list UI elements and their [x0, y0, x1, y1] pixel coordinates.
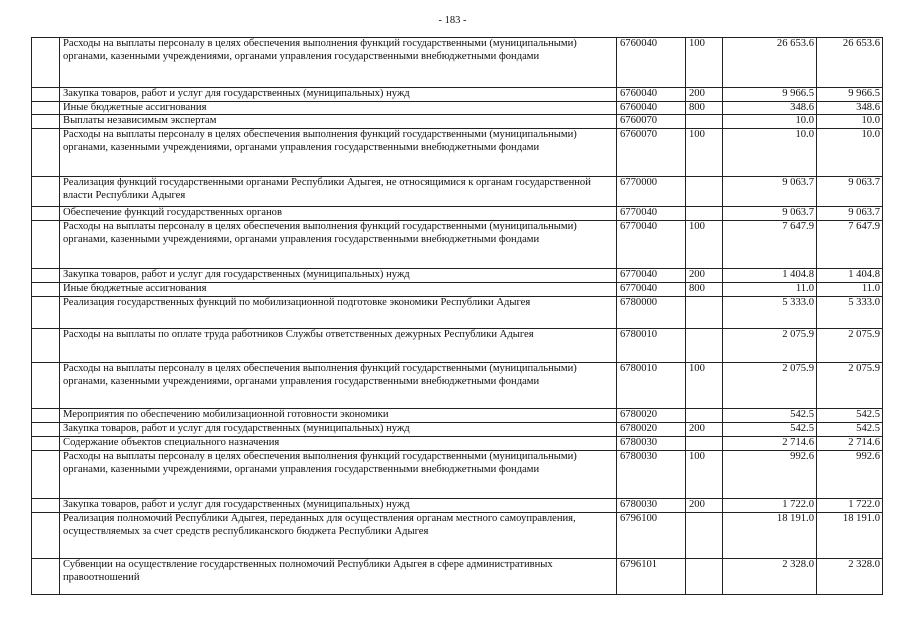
row-number-cell — [32, 207, 60, 221]
amount-total-cell: 26 653.6 — [817, 38, 883, 88]
row-number-cell — [32, 101, 60, 115]
amount-cell: 348.6 — [723, 101, 817, 115]
target-code-cell: 6770040 — [617, 221, 686, 269]
target-code-cell: 6760040 — [617, 101, 686, 115]
item-name-cell: Закупка товаров, работ и услуг для государственных (муниципальных) нужд — [60, 499, 617, 513]
row-number-cell — [32, 423, 60, 437]
row-number-cell — [32, 269, 60, 283]
amount-cell: 542.5 — [723, 423, 817, 437]
item-name-cell: Содержание объектов специального назначения — [60, 437, 617, 451]
amount-total-cell: 10.0 — [817, 129, 883, 177]
item-name-cell: Реализация государственных функций по мобилизационной подготовке экономики Республики Адыгея — [60, 297, 617, 329]
row-number-cell — [32, 437, 60, 451]
amount-cell: 9 966.5 — [723, 88, 817, 102]
expense-type-cell: 100 — [686, 451, 723, 499]
amount-cell: 1 722.0 — [723, 499, 817, 513]
amount-total-cell: 2 075.9 — [817, 363, 883, 409]
amount-total-cell: 9 063.7 — [817, 207, 883, 221]
amount-cell: 9 063.7 — [723, 177, 817, 207]
item-name-cell: Мероприятия по обеспечению мобилизационной готовности экономики — [60, 409, 617, 423]
row-number-cell — [32, 115, 60, 129]
target-code-cell: 6780000 — [617, 297, 686, 329]
amount-total-cell: 5 333.0 — [817, 297, 883, 329]
item-name-cell: Расходы на выплаты персоналу в целях обеспечения выполнения функций государственными (муниципальными) органами, казенными учреждениями, органами управления государственными внебюджетными фондами — [60, 38, 617, 88]
expense-type-cell: 800 — [686, 283, 723, 297]
table-row — [32, 297, 883, 329]
row-number-cell — [32, 283, 60, 297]
row-number-cell — [32, 409, 60, 423]
target-code-cell: 6770040 — [617, 269, 686, 283]
item-name-cell: Расходы на выплаты персоналу в целях обеспечения выполнения функций государственными (муниципальными) органами, казенными учреждениями, органами управления государственными внебюджетными фондами — [60, 221, 617, 269]
table-row — [32, 101, 883, 115]
amount-total-cell: 2 328.0 — [817, 559, 883, 595]
table-row — [32, 269, 883, 283]
target-code-cell: 6780020 — [617, 409, 686, 423]
amount-cell: 10.0 — [723, 129, 817, 177]
expense-type-cell — [686, 437, 723, 451]
expense-type-cell: 100 — [686, 38, 723, 88]
amount-cell: 1 404.8 — [723, 269, 817, 283]
expense-type-cell — [686, 513, 723, 559]
amount-total-cell: 348.6 — [817, 101, 883, 115]
amount-cell: 26 653.6 — [723, 38, 817, 88]
amount-total-cell: 10.0 — [817, 115, 883, 129]
amount-cell: 7 647.9 — [723, 221, 817, 269]
expense-type-cell — [686, 177, 723, 207]
amount-cell: 2 075.9 — [723, 329, 817, 363]
target-code-cell: 6770040 — [617, 283, 686, 297]
table-row — [32, 38, 883, 88]
target-code-cell: 6760040 — [617, 38, 686, 88]
page-number: - 183 - — [438, 15, 467, 26]
amount-total-cell: 1 404.8 — [817, 269, 883, 283]
item-name-cell: Расходы на выплаты персоналу в целях обеспечения выполнения функций государственными (муниципальными) органами, казенными учреждениями, органами управления государственными внебюджетными фондами — [60, 129, 617, 177]
target-code-cell: 6780030 — [617, 451, 686, 499]
item-name-cell: Расходы на выплаты по оплате труда работников Службы ответственных дежурных Республики Адыгея — [60, 329, 617, 363]
table-row — [32, 329, 883, 363]
budget-table — [31, 37, 883, 595]
row-number-cell — [32, 329, 60, 363]
row-number-cell — [32, 363, 60, 409]
amount-cell: 10.0 — [723, 115, 817, 129]
table-row — [32, 437, 883, 451]
row-number-cell — [32, 513, 60, 559]
table-row — [32, 423, 883, 437]
table-row — [32, 283, 883, 297]
amount-total-cell: 1 722.0 — [817, 499, 883, 513]
item-name-cell: Иные бюджетные ассигнования — [60, 283, 617, 297]
target-code-cell: 6796101 — [617, 559, 686, 595]
amount-cell: 11.0 — [723, 283, 817, 297]
target-code-cell: 6796100 — [617, 513, 686, 559]
table-row — [32, 451, 883, 499]
item-name-cell: Иные бюджетные ассигнования — [60, 101, 617, 115]
table-row — [32, 363, 883, 409]
item-name-cell: Субвенции на осуществление государственных полномочий Республики Адыгея в сфере административных правоотношений — [60, 559, 617, 595]
item-name-cell: Закупка товаров, работ и услуг для государственных (муниципальных) нужд — [60, 423, 617, 437]
row-number-cell — [32, 451, 60, 499]
amount-cell: 2 075.9 — [723, 363, 817, 409]
amount-cell: 18 191.0 — [723, 513, 817, 559]
expense-type-cell — [686, 207, 723, 221]
table-row — [32, 88, 883, 102]
row-number-cell — [32, 559, 60, 595]
item-name-cell: Реализация функций государственными органами Республики Адыгея, не относящимися к органам государственной власти Республики Адыгея — [60, 177, 617, 207]
amount-total-cell: 992.6 — [817, 451, 883, 499]
target-code-cell: 6780010 — [617, 329, 686, 363]
expense-type-cell — [686, 115, 723, 129]
target-code-cell: 6760040 — [617, 88, 686, 102]
target-code-cell: 6760070 — [617, 129, 686, 177]
table-row — [32, 115, 883, 129]
target-code-cell: 6780030 — [617, 437, 686, 451]
item-name-cell: Выплаты независимым экспертам — [60, 115, 617, 129]
amount-total-cell: 542.5 — [817, 423, 883, 437]
expense-type-cell: 100 — [686, 363, 723, 409]
item-name-cell: Расходы на выплаты персоналу в целях обеспечения выполнения функций государственными (муниципальными) органами, казенными учреждениями, органами управления государственными внебюджетными фондами — [60, 451, 617, 499]
expense-type-cell: 100 — [686, 129, 723, 177]
row-number-cell — [32, 38, 60, 88]
expense-type-cell: 200 — [686, 423, 723, 437]
target-code-cell: 6780020 — [617, 423, 686, 437]
expense-type-cell — [686, 559, 723, 595]
expense-type-cell — [686, 297, 723, 329]
table-row — [32, 207, 883, 221]
amount-total-cell: 9 966.5 — [817, 88, 883, 102]
amount-total-cell: 11.0 — [817, 283, 883, 297]
table-row — [32, 409, 883, 423]
table-row — [32, 177, 883, 207]
expense-type-cell: 200 — [686, 499, 723, 513]
target-code-cell: 6760070 — [617, 115, 686, 129]
row-number-cell — [32, 129, 60, 177]
item-name-cell: Закупка товаров, работ и услуг для государственных (муниципальных) нужд — [60, 88, 617, 102]
amount-cell: 2 328.0 — [723, 559, 817, 595]
expense-type-cell — [686, 409, 723, 423]
expense-type-cell: 200 — [686, 88, 723, 102]
amount-total-cell: 2 075.9 — [817, 329, 883, 363]
amount-cell: 9 063.7 — [723, 207, 817, 221]
item-name-cell: Обеспечение функций государственных органов — [60, 207, 617, 221]
expense-type-cell — [686, 329, 723, 363]
amount-total-cell: 18 191.0 — [817, 513, 883, 559]
item-name-cell: Закупка товаров, работ и услуг для государственных (муниципальных) нужд — [60, 269, 617, 283]
target-code-cell: 6780010 — [617, 363, 686, 409]
target-code-cell: 6770040 — [617, 207, 686, 221]
row-number-cell — [32, 177, 60, 207]
row-number-cell — [32, 297, 60, 329]
row-number-cell — [32, 221, 60, 269]
expense-type-cell: 200 — [686, 269, 723, 283]
target-code-cell: 6780030 — [617, 499, 686, 513]
row-number-cell — [32, 499, 60, 513]
amount-total-cell: 2 714.6 — [817, 437, 883, 451]
amount-cell: 992.6 — [723, 451, 817, 499]
amount-total-cell: 9 063.7 — [817, 177, 883, 207]
item-name-cell: Реализация полномочий Республики Адыгея, переданных для осуществления органам местного самоуправления, осуществляемых за счет средств республиканского бюджета Республики Адыгея — [60, 513, 617, 559]
table-row — [32, 221, 883, 269]
row-number-cell — [32, 88, 60, 102]
amount-cell: 542.5 — [723, 409, 817, 423]
table-row — [32, 499, 883, 513]
target-code-cell: 6770000 — [617, 177, 686, 207]
amount-total-cell: 7 647.9 — [817, 221, 883, 269]
amount-cell: 2 714.6 — [723, 437, 817, 451]
amount-cell: 5 333.0 — [723, 297, 817, 329]
expense-type-cell: 800 — [686, 101, 723, 115]
table-row — [32, 559, 883, 595]
table-row — [32, 129, 883, 177]
amount-total-cell: 542.5 — [817, 409, 883, 423]
expense-type-cell: 100 — [686, 221, 723, 269]
item-name-cell: Расходы на выплаты персоналу в целях обеспечения выполнения функций государственными (муниципальными) органами, казенными учреждениями, органами управления государственными внебюджетными фондами — [60, 363, 617, 409]
table-row — [32, 513, 883, 559]
